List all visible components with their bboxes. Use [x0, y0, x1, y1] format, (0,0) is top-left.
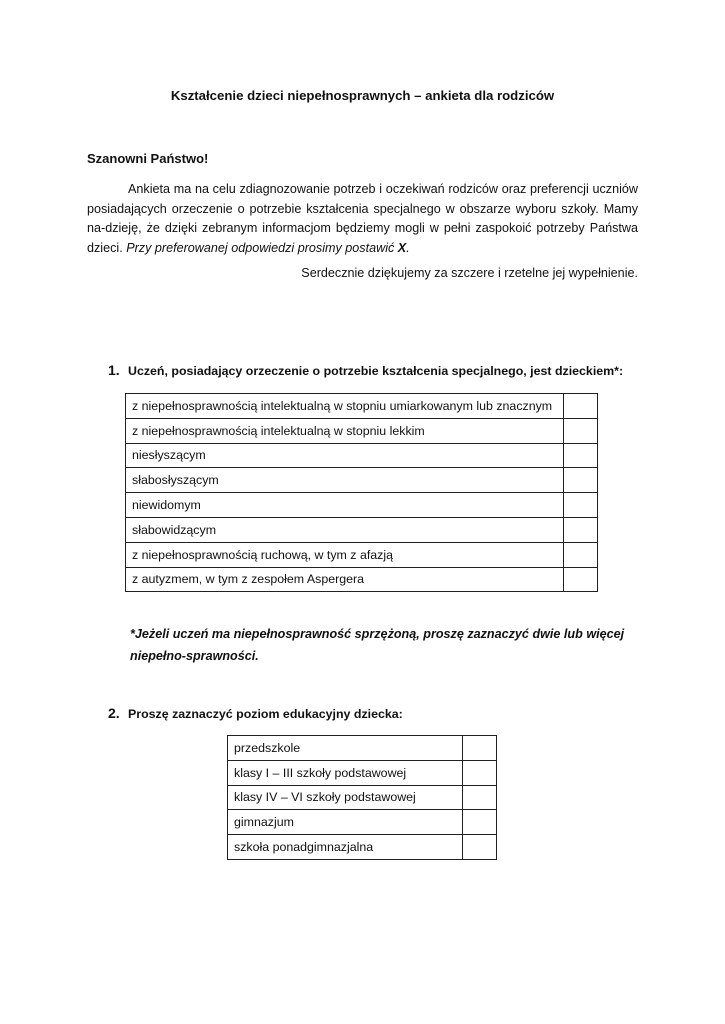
- answer-checkbox[interactable]: [564, 567, 598, 592]
- answer-checkbox[interactable]: [463, 785, 497, 810]
- option-label: z niepełnosprawnością intelektualną w stopniu umiarkowanym lub znacznym: [126, 394, 564, 419]
- question-1-number: 1.: [108, 362, 120, 378]
- table-row: [126, 468, 598, 493]
- option-label: niesłyszącym: [126, 443, 564, 468]
- instruction-text: Przy preferowanej odpowiedzi prosimy postawić: [126, 240, 395, 255]
- document-title: Kształcenie dzieci niepełnosprawnych – ankieta dla rodziców: [170, 88, 555, 103]
- answer-checkbox[interactable]: [463, 760, 497, 785]
- table-row: [126, 542, 598, 567]
- table-row: [228, 736, 497, 761]
- question-2-options-table: [227, 735, 497, 860]
- table-row: [228, 835, 497, 860]
- option-label: gimnazjum: [228, 810, 463, 835]
- intro-text: Ankieta ma na celu zdiagnozowanie potrzeb i oczekiwań rodziców oraz preferencji uczniów posiadających orzeczenie o potrzebie kształcenia specjalnego w obszarze wyboru szkoły. Mamy na-dzieję, że dzięki zebranym informacjom będziemy mogli w pełni zaspokoić potrzeby Państwa dzieci.: [87, 182, 638, 255]
- table-row: [126, 567, 598, 592]
- option-label: szkoła ponadgimnazjalna: [228, 835, 463, 860]
- option-label: słabosłyszącym: [126, 468, 564, 493]
- answer-checkbox[interactable]: [564, 517, 598, 542]
- option-label: z autyzmem, w tym z zespołem Aspergera: [126, 567, 564, 592]
- answer-checkbox[interactable]: [564, 493, 598, 518]
- answer-checkbox[interactable]: [564, 443, 598, 468]
- option-label: przedszkole: [228, 736, 463, 761]
- option-label: słabowidzącym: [126, 517, 564, 542]
- answer-checkbox[interactable]: [564, 542, 598, 567]
- answer-checkbox[interactable]: [463, 835, 497, 860]
- option-label: z niepełnosprawnością ruchową, w tym z afazją: [126, 542, 564, 567]
- table-row: [228, 760, 497, 785]
- question-1-heading: [108, 362, 623, 378]
- answer-checkbox[interactable]: [463, 736, 497, 761]
- answer-checkbox[interactable]: [463, 810, 497, 835]
- instruction-mark: X: [397, 240, 407, 255]
- question-1-options-table: [125, 393, 598, 592]
- option-label: klasy I – III szkoły podstawowej: [228, 760, 463, 785]
- option-label: klasy IV – VI szkoły podstawowej: [228, 785, 463, 810]
- table-row: [228, 785, 497, 810]
- table-row: [126, 443, 598, 468]
- question-2-number: 2.: [108, 705, 120, 721]
- option-label: z niepełnosprawnością intelektualną w stopniu lekkim: [126, 418, 564, 443]
- table-row: [228, 810, 497, 835]
- question-2-text: Proszę zaznaczyć poziom edukacyjny dziecka:: [128, 707, 403, 721]
- intro-paragraph: [87, 180, 638, 258]
- table-row: [126, 517, 598, 542]
- instruction-period: .: [406, 240, 410, 255]
- answer-checkbox[interactable]: [564, 418, 598, 443]
- answer-checkbox[interactable]: [564, 394, 598, 419]
- table-row: [126, 418, 598, 443]
- question-1-text: Uczeń, posiadający orzeczenie o potrzebie kształcenia specjalnego, jest dzieckiem*:: [128, 364, 624, 378]
- question-2-heading: [108, 705, 403, 721]
- answer-checkbox[interactable]: [564, 468, 598, 493]
- option-label: niewidomym: [126, 493, 564, 518]
- greeting: Szanowni Państwo!: [87, 151, 209, 166]
- table-row: [126, 394, 598, 419]
- question-1-footnote: *Jeżeli uczeń ma niepełnosprawność sprzężoną, proszę zaznaczyć dwie lub więcej niepełno-sprawności.: [130, 627, 625, 663]
- thanks-text: Serdecznie dziękujemy za szczere i rzetelne jej wypełnienie.: [301, 266, 638, 280]
- table-row: [126, 493, 598, 518]
